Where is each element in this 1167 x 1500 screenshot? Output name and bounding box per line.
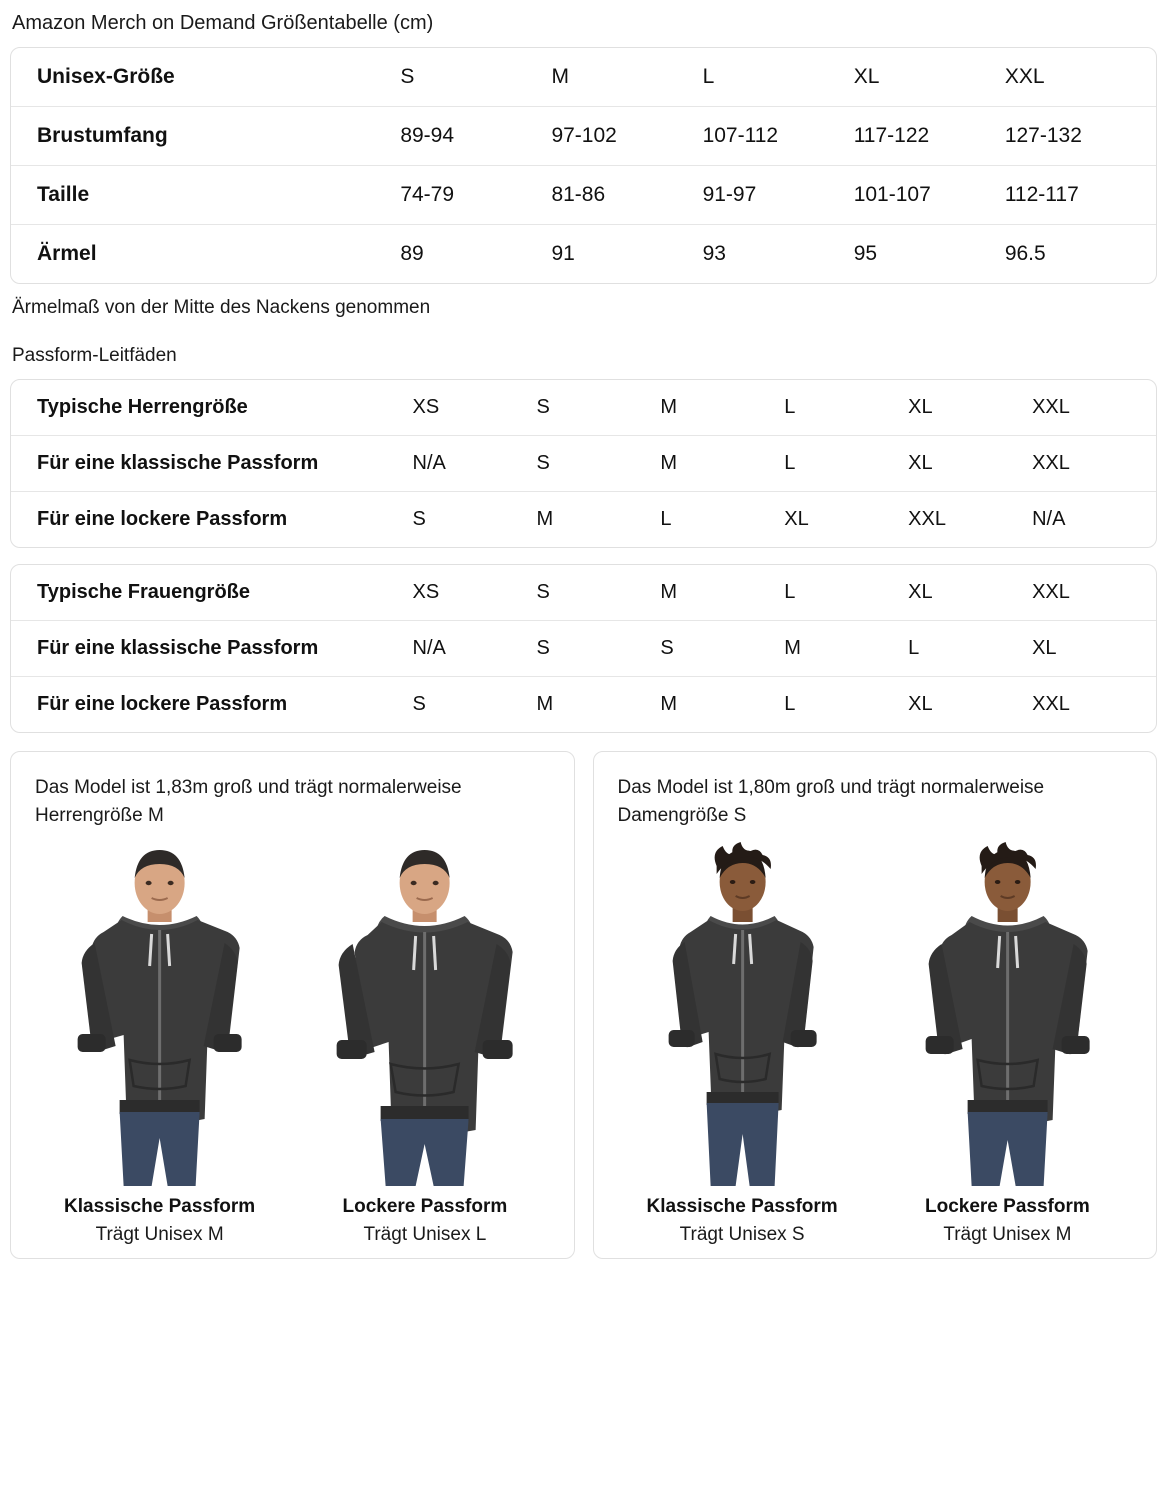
sleeve-measure-note: Ärmelmaß von der Mitte des Nackens genommen	[12, 297, 431, 318]
cell: 93	[703, 225, 854, 284]
mens-fit-table	[11, 380, 1156, 547]
cell: XXL	[1032, 396, 1070, 418]
table-row	[11, 107, 1156, 166]
row-label: Ärmel	[11, 225, 400, 284]
male-model-loose-illustration	[300, 838, 549, 1186]
row-label: Unisex-Größe	[37, 65, 175, 88]
cell: L	[660, 492, 784, 548]
female-model-card	[593, 751, 1158, 1259]
model-cards-row	[10, 751, 1157, 1259]
cell: 81-86	[551, 166, 702, 225]
cell: XXL	[1032, 677, 1156, 733]
cell: XS	[412, 396, 440, 418]
female-model-classic-illustration	[618, 838, 867, 1186]
cell: XL	[908, 396, 933, 418]
table-row	[11, 380, 1156, 436]
womens-fit-table	[11, 565, 1156, 732]
table-row	[11, 621, 1156, 677]
mens-fit-card	[10, 379, 1157, 548]
cell: N/A	[1032, 492, 1156, 548]
cell: 107-112	[703, 107, 854, 166]
cell: XL	[908, 581, 933, 603]
cell: 117-122	[854, 107, 1005, 166]
row-label: Typische Frauengröße	[37, 581, 251, 603]
cell: S	[536, 621, 660, 677]
male-model-classic-illustration	[35, 838, 284, 1186]
model-caption: Das Model ist 1,80m groß und trägt normalerweise Damengröße S	[617, 777, 1045, 826]
row-label: Für eine lockere Passform	[11, 677, 413, 733]
figure-subtitle: Trägt Unisex S	[679, 1224, 805, 1245]
figure-female-classic	[618, 838, 867, 1246]
cell: M	[660, 677, 784, 733]
cell: XXL	[908, 492, 1032, 548]
cell: 91	[551, 225, 702, 284]
row-label: Für eine lockere Passform	[11, 492, 413, 548]
cell: M	[536, 492, 660, 548]
table-row	[11, 436, 1156, 492]
cell: S	[536, 396, 550, 418]
female-model-loose-illustration	[883, 838, 1132, 1186]
table-row	[11, 677, 1156, 733]
cell: 89	[400, 225, 551, 284]
cell: M	[536, 677, 660, 733]
figure-male-loose	[300, 838, 549, 1246]
figure-title: Klassische Passform	[646, 1196, 838, 1217]
cell: N/A	[413, 436, 537, 492]
model-caption: Das Model ist 1,83m groß und trägt normalerweise Herrengröße M	[35, 777, 462, 826]
male-model-card	[10, 751, 575, 1259]
cell: XXL	[1004, 65, 1045, 88]
cell: XXL	[1032, 436, 1156, 492]
cell: S	[536, 436, 660, 492]
cell: M	[660, 581, 678, 603]
cell: S	[400, 65, 415, 88]
figure-male-classic	[35, 838, 284, 1246]
main-size-chart-table	[11, 48, 1156, 283]
cell: 96.5	[1005, 225, 1156, 284]
cell: XL	[853, 65, 880, 88]
cell: M	[660, 396, 678, 418]
cell: 91-97	[703, 166, 854, 225]
cell: N/A	[413, 621, 537, 677]
womens-fit-card	[10, 564, 1157, 733]
figure-title: Klassische Passform	[64, 1196, 256, 1217]
cell: 112-117	[1005, 166, 1156, 225]
cell: S	[413, 677, 537, 733]
figure-group	[618, 838, 1133, 1246]
cell: XL	[908, 677, 1032, 733]
table-row	[11, 225, 1156, 284]
cell: L	[784, 677, 908, 733]
figure-female-loose	[883, 838, 1132, 1246]
figure-subtitle: Trägt Unisex M	[943, 1224, 1072, 1245]
table-row	[11, 565, 1156, 621]
cell: M	[551, 65, 569, 88]
cell: XS	[412, 581, 440, 603]
cell: S	[413, 492, 537, 548]
cell: M	[660, 436, 784, 492]
cell: 97-102	[551, 107, 702, 166]
page-title: Amazon Merch on Demand Größentabelle (cm)	[12, 12, 434, 34]
fit-guides-title: Passform-Leitfäden	[12, 345, 177, 366]
cell: XL	[784, 492, 908, 548]
cell: XXL	[1032, 581, 1070, 603]
main-size-chart-card	[10, 47, 1157, 284]
table-row	[11, 48, 1156, 107]
row-label: Für eine klassische Passform	[11, 621, 413, 677]
figure-group	[35, 838, 550, 1246]
cell: 127-132	[1005, 107, 1156, 166]
figure-subtitle: Trägt Unisex M	[95, 1224, 224, 1245]
cell: L	[908, 621, 1032, 677]
row-label: Taille	[11, 166, 400, 225]
cell: 74-79	[400, 166, 551, 225]
cell: S	[660, 621, 784, 677]
table-row	[11, 166, 1156, 225]
cell: XL	[908, 436, 1032, 492]
cell: XL	[1032, 621, 1156, 677]
cell: 95	[854, 225, 1005, 284]
figure-subtitle: Trägt Unisex L	[363, 1224, 487, 1245]
cell: L	[784, 581, 796, 603]
figure-title: Lockere Passform	[925, 1196, 1090, 1217]
cell: M	[784, 621, 908, 677]
table-row	[11, 492, 1156, 548]
row-label: Typische Herrengröße	[37, 396, 248, 418]
row-label: Brustumfang	[11, 107, 400, 166]
figure-title: Lockere Passform	[342, 1196, 508, 1217]
cell: L	[784, 436, 908, 492]
cell: 89-94	[400, 107, 551, 166]
cell: L	[702, 65, 715, 88]
cell: L	[784, 396, 796, 418]
cell: 101-107	[854, 166, 1005, 225]
cell: S	[536, 581, 550, 603]
row-label: Für eine klassische Passform	[11, 436, 413, 492]
